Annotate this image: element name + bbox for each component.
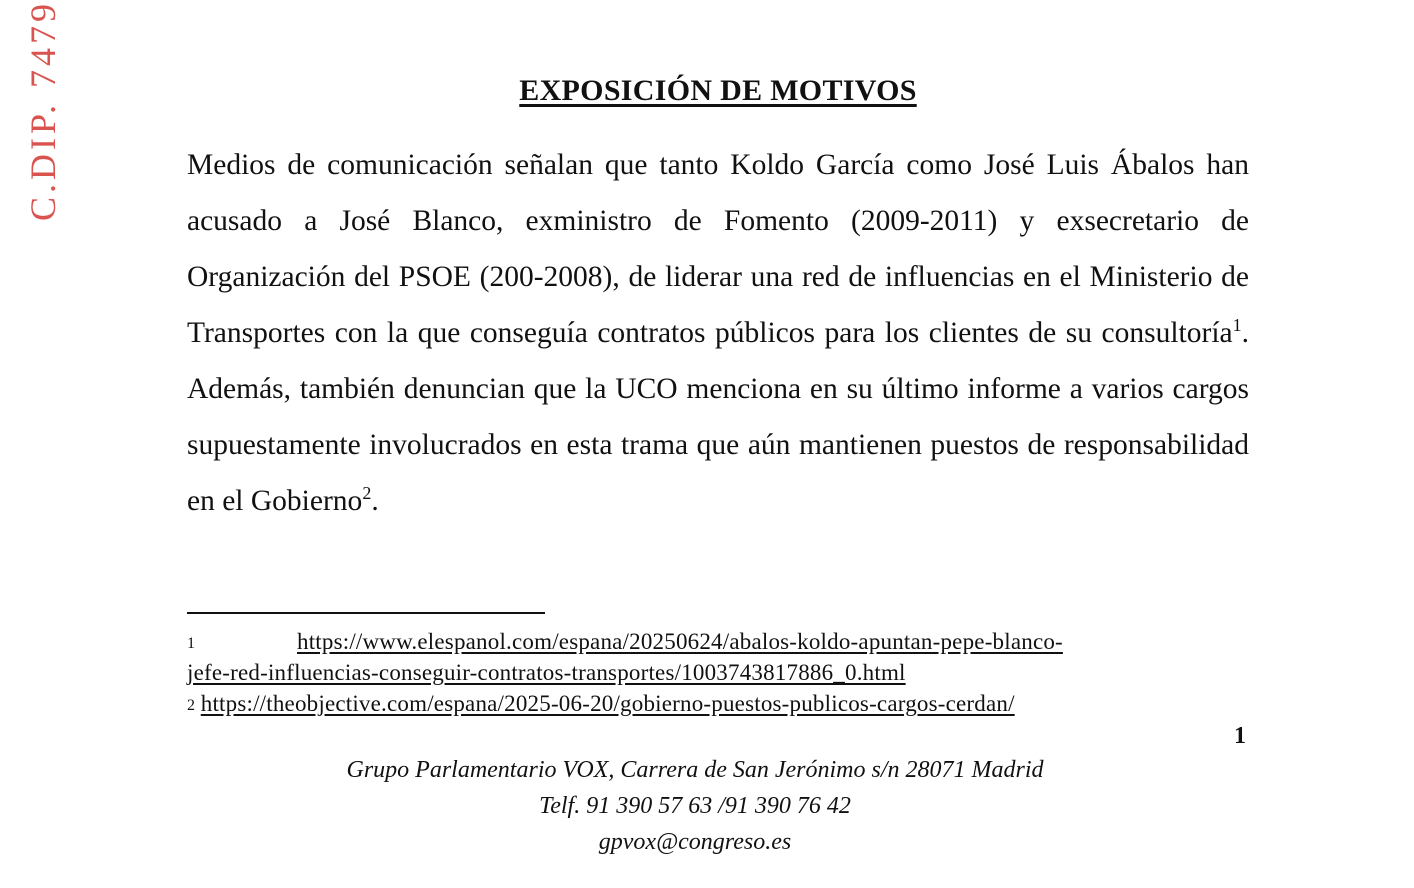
footnotes [187, 626, 1247, 719]
footnote-ref-1[interactable]: 1 [1232, 315, 1242, 336]
footnote-link-2[interactable]: https://theobjective.com/espana/2025-06-20/gobierno-puestos-publicos-cargos-cerdan/ [200, 691, 1015, 716]
footnote-number-2: 2 [187, 697, 195, 714]
registry-stamp: C.DIP. 7479 [23, 0, 63, 221]
footer-address: Grupo Parlamentario VOX, Carrera de San Jerónimo s/n 28071 Madrid [346, 757, 1044, 783]
footnote-divider [187, 612, 545, 614]
section-title: EXPOSICIÓN DE MOTIVOS [519, 74, 917, 107]
footnote-link-1-part-1[interactable]: https://www.elespanol.com/espana/20250624/abalos-koldo-apuntan-pepe-blanco- [297, 629, 1063, 654]
footnote-number-1: 1 [187, 635, 195, 652]
footnote-ref-2[interactable]: 2 [362, 483, 372, 504]
body-text-part-2: . Además, también denuncian que la UCO menciona en su último informe a varios cargos supuestamente involucrados en esta trama que aún mantienen puestos de responsabilidad en el Gobierno [187, 317, 1249, 517]
body-text-part-1: Medios de comunicación señalan que tanto Koldo García como José Luis Ábalos han acusado a José Blanco, exministro de Fomento (2009-2011) y exsecretario de Organización del PSOE (200-2008), de liderar una red de influencias en el Ministerio de Transportes con la que conseguía contratos públicos para los clientes de su consultoría [187, 149, 1249, 349]
body-text-part-3: . [371, 485, 379, 517]
footnote-link-1-part-2[interactable]: jefe-red-influencias-conseguir-contratos-transportes/1003743817886_0.html [187, 660, 906, 685]
body-paragraph [187, 137, 1249, 529]
footer-email[interactable]: gpvox@congreso.es [598, 829, 792, 855]
footer-phone: Telf. 91 390 57 63 /91 390 76 42 [539, 793, 851, 819]
footnote-2 [187, 688, 1247, 719]
page-number: 1 [1234, 723, 1246, 749]
page-footer [0, 752, 1390, 860]
footnote-1 [187, 626, 1247, 657]
footnote-1-continued [187, 657, 1247, 688]
